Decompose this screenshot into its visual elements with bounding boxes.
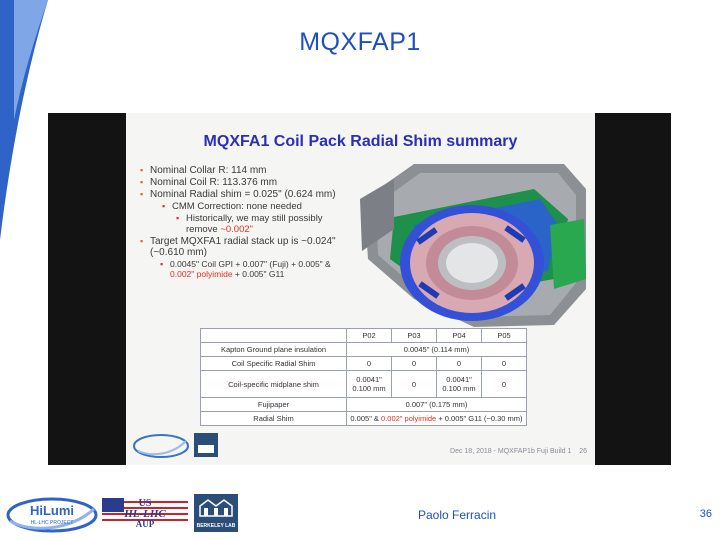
table-header-row xyxy=(201,329,527,343)
berkeley-lab-logo xyxy=(194,494,238,532)
table-cell: 0 xyxy=(437,357,482,371)
table-row xyxy=(201,357,527,371)
table-corner-cell xyxy=(201,329,347,343)
table-cell: 0 xyxy=(347,357,392,371)
column-header: P02 xyxy=(347,329,392,343)
row-label: Coil Specific Radial Shim xyxy=(201,357,347,371)
bullet-item: ▪ Target MQXFA1 radial stack up is ~0.024" (~0.610 mm) xyxy=(140,236,345,258)
table-row xyxy=(201,343,527,357)
slide-title: MQXFAP1 xyxy=(299,28,421,56)
table-cell: 0.007" (0.175 mm) xyxy=(347,398,527,412)
svg-text:HL-LHC: HL-LHC xyxy=(124,508,166,520)
page-number: 36 xyxy=(699,508,712,520)
column-header: P04 xyxy=(437,329,482,343)
table-cell: 0 xyxy=(482,371,527,398)
table-cell: 0.0041" 0.100 mm xyxy=(437,371,482,398)
svg-text:AUP: AUP xyxy=(135,519,155,529)
table-cell: 0 xyxy=(482,357,527,371)
svg-text:BERKELEY LAB: BERKELEY LAB xyxy=(196,523,236,529)
hilumi-logo xyxy=(6,497,98,533)
row-label: Radial Shim xyxy=(201,412,347,426)
row-label: Coil-specific midplane shim xyxy=(201,371,347,398)
bullet-item: ▪ Nominal Radial shim = 0.025" (0.624 mm) xyxy=(140,189,345,200)
column-header: P05 xyxy=(482,329,527,343)
coil-pack-cutaway-image xyxy=(354,159,592,331)
table-cell: 0 xyxy=(392,357,437,371)
table-row xyxy=(201,371,527,398)
berkeley-lab-logo-small xyxy=(192,431,220,459)
svg-text:US: US xyxy=(138,498,152,509)
svg-text:HiLumi: HiLumi xyxy=(29,503,75,518)
embedded-slide xyxy=(126,113,595,465)
table-cell: 0.0041" 0.100 mm xyxy=(347,371,392,398)
bullet-item: ▪ Nominal Coil R: 113.376 mm xyxy=(140,177,345,188)
embedded-slide-footer: Dec 18, 2018 - MQXFAP1b Fuji Build 1 26 xyxy=(450,448,587,455)
row-label: Fujipaper xyxy=(201,398,347,412)
table-row xyxy=(201,412,527,426)
table-cell: 0.005" & 0.002" polyimide + 0.005" G11 (~0.30 mm) xyxy=(347,412,527,426)
bullet-list xyxy=(140,165,345,280)
embedded-slide-title: MQXFA1 Coil Pack Radial Shim summary xyxy=(203,133,518,150)
radial-shim-table xyxy=(200,328,527,426)
stackup-sub-bullet: ▪ 0.0045" Coil GPI + 0.007" (Fuji) + 0.005" & 0.002" polyimide + 0.005" G11 xyxy=(140,259,345,279)
black-bar-left xyxy=(48,113,126,465)
table-cell: 0 xyxy=(392,371,437,398)
hilumi-logo-small xyxy=(132,433,190,459)
sub-sub-bullet-item: ▪ Historically, we may still possibly remove ~0.002" xyxy=(140,213,345,235)
presenter-name: Paolo Ferracin xyxy=(418,508,497,522)
table-row xyxy=(201,398,527,412)
table-cell: 0.0045" (0.114 mm) xyxy=(347,343,527,357)
black-bar-right xyxy=(595,113,671,465)
row-label: Kapton Ground plane insulation xyxy=(201,343,347,357)
bullet-item: ▪ Nominal Collar R: 114 mm xyxy=(140,165,345,176)
us-hl-lhc-aup-logo xyxy=(100,494,190,530)
sub-bullet-item: ▪ CMM Correction: none needed xyxy=(140,201,345,212)
column-header: P03 xyxy=(392,329,437,343)
svg-text:HL-LHC PROJECT: HL-LHC PROJECT xyxy=(30,520,74,526)
embedded-slide-screenshot xyxy=(48,113,671,465)
